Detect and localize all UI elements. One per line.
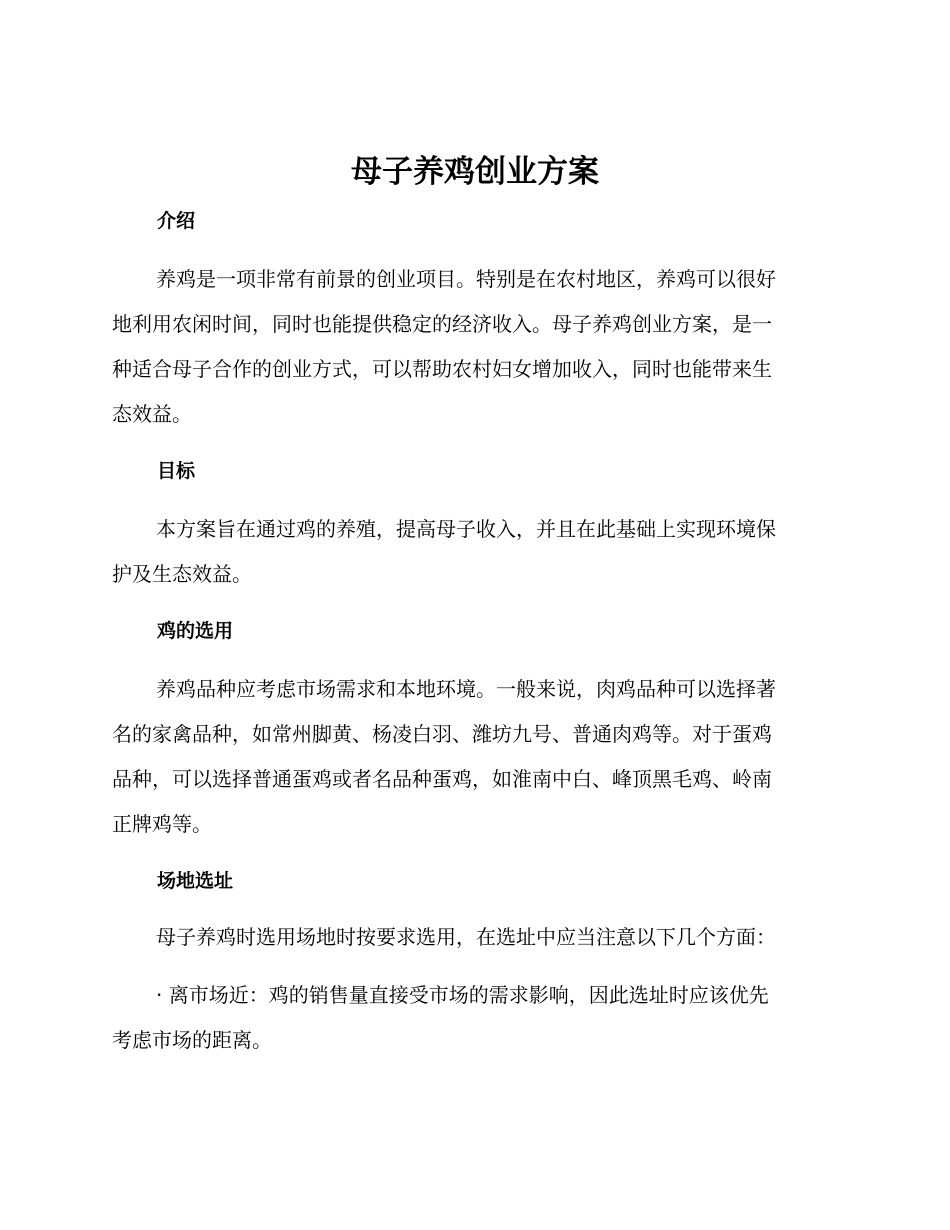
paragraph-line: 本方案旨在通过鸡的养殖，提高母子收入，并且在此基础上实现环境保 — [156, 517, 776, 541]
paragraph-goal — [112, 507, 830, 597]
paragraph-site-bullet — [112, 973, 830, 1063]
paragraph-breed — [112, 667, 830, 847]
paragraph-intro — [112, 257, 830, 437]
paragraph-line: 母子养鸡时选用场地时按要求选用，在选址中应当注意以下几个方面： — [156, 925, 776, 949]
page-title: 母子养鸡创业方案 — [351, 154, 599, 190]
section-heading-intro: 介绍 — [157, 210, 196, 232]
paragraph-line: 态效益。 — [112, 402, 192, 426]
paragraph-line: 种适合母子合作的创业方式，可以帮助农村妇女增加收入，同时也能带来生 — [112, 357, 772, 381]
paragraph-line: 养鸡品种应考虑市场需求和本地环境。一般来说，肉鸡品种可以选择著 — [156, 677, 776, 701]
paragraph-line: 品种，可以选择普通蛋鸡或者名品种蛋鸡，如淮南中白、峰顶黑毛鸡、岭南 — [112, 767, 772, 791]
paragraph-line: 地利用农闲时间，同时也能提供稳定的经济收入。母子养鸡创业方案，是一 — [112, 312, 772, 336]
paragraph-site — [112, 915, 830, 960]
paragraph-line: 名的家禽品种，如常州脚黄、杨凌白羽、潍坊九号、普通肉鸡等。对于蛋鸡 — [112, 722, 772, 746]
section-heading-goal: 目标 — [157, 460, 196, 482]
paragraph-line: 护及生态效益。 — [112, 562, 252, 586]
paragraph-line: 养鸡是一项非常有前景的创业项目。特别是在农村地区，养鸡可以很好 — [156, 267, 776, 291]
bullet-line: · 离市场近：鸡的销售量直接受市场的需求影响，因此选址时应该优先 — [156, 983, 769, 1007]
section-heading-site: 场地选址 — [157, 870, 234, 892]
section-heading-breed: 鸡的选用 — [157, 620, 234, 642]
paragraph-line: 考虑市场的距离。 — [112, 1028, 272, 1052]
paragraph-line: 正牌鸡等。 — [112, 812, 212, 836]
